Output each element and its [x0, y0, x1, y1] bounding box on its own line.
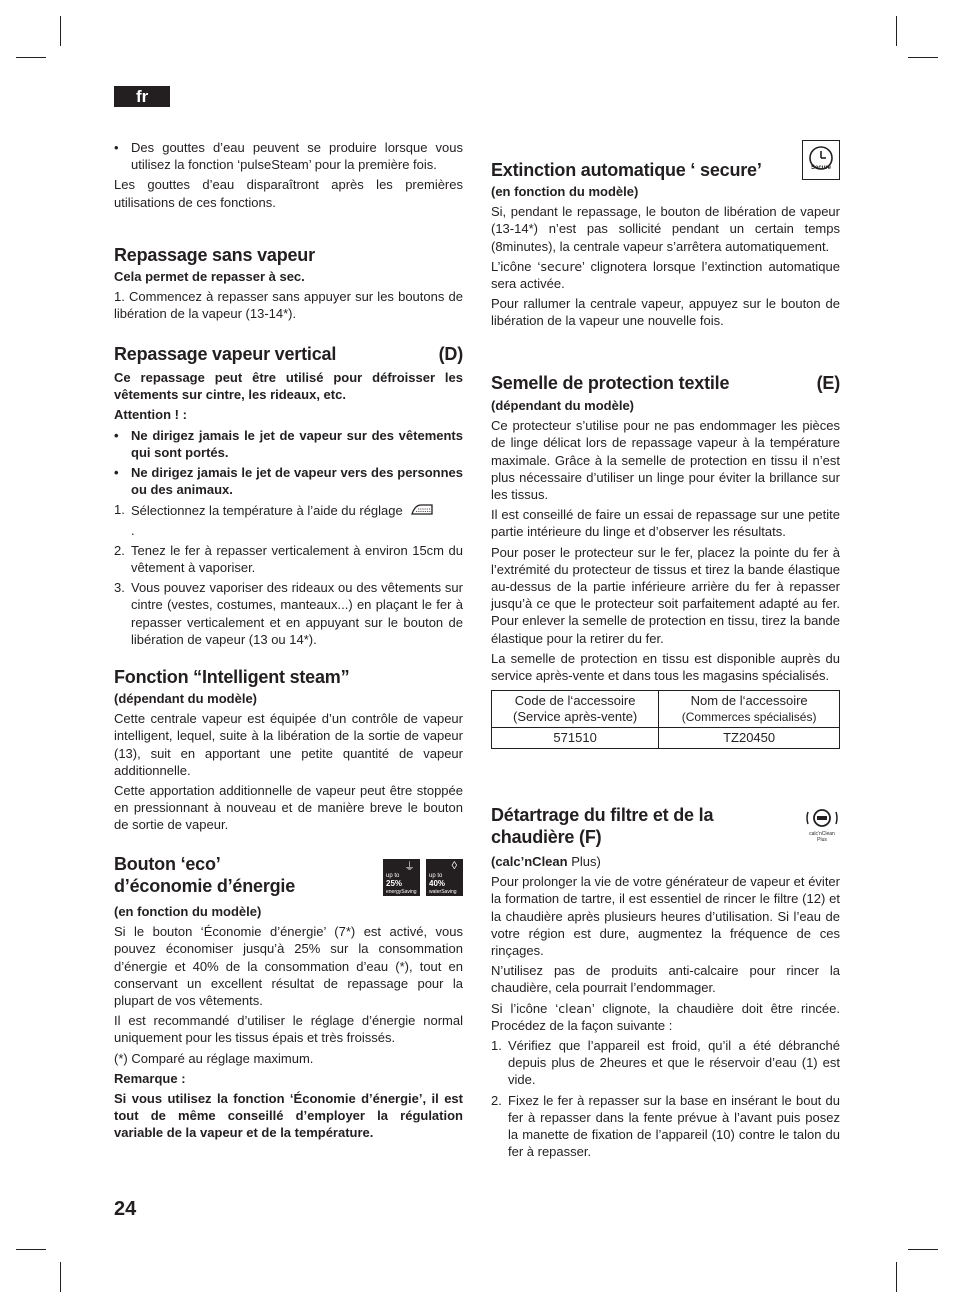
crop-mark: [60, 16, 61, 46]
section-paragraph: Pour rallumer la centrale vapeur, appuyez sur le bouton de libération de la vapeur une nouvelle fois.: [491, 296, 840, 329]
section-title: Fonction “Intelligent steam”: [114, 667, 350, 687]
step-text: Vous pouvez vaporiser des rideaux ou des vêtements sur cintre (vestes, costumes, manteaux...) en plaçant le fer à repasser verticalement et en appuyant sur le bouton de libération de vapeur (13 ou 14*).: [131, 580, 463, 647]
crop-mark: [908, 1249, 938, 1250]
crop-mark: [908, 57, 938, 58]
secure-clock-icon: [802, 140, 840, 180]
icon-label: waterSaving: [429, 889, 457, 895]
clean-word: clean: [558, 1000, 592, 1016]
icon-top-text: up to: [386, 873, 400, 879]
attention-label: Attention ! :: [114, 407, 187, 423]
section-auto-off: [491, 140, 840, 333]
step-number: 1.: [114, 502, 125, 518]
icon-value: 40%: [429, 879, 446, 888]
remark-text: Si vous utilisez la fonction ‘Économie d’énergie’, il est tout de même conseillé d’employer la régulation variable de la vapeur et de la température.: [114, 1091, 463, 1141]
intro-bullet: • Des gouttes d’eau peuvent se produire lorsque vous utilisez la fonction ‘pulseSteam’ pour la première fois.: [114, 139, 463, 173]
step-item: [114, 579, 463, 648]
section-paragraph: [491, 258, 840, 292]
section-subtitle: (dépendant du modèle): [491, 398, 634, 413]
section-subtitle: Ce repassage peut être utilisé pour défroisser les vêtements sur cintre, les rideaux, etc.: [114, 370, 463, 403]
icon-top-text: up to: [429, 873, 443, 879]
table-header-cell: Code de l‘accessoire (Service après-vente): [492, 691, 659, 728]
section-paragraph: Pour prolonger la vie de votre générateur de vapeur et éviter la formation de tartre, il est essentiel de rincer le filtre (12) et la chaudière après plusieurs heures d’utilisation. Si l’eau de votre région est dure, augmentez la fréquence de ces rinçages.: [491, 874, 840, 959]
section-textile-sole: [491, 372, 840, 749]
intro-block: [114, 139, 463, 214]
plug-icon: ⏚: [404, 861, 415, 873]
section-subtitle: (calc’nClean Plus): [491, 854, 601, 869]
step-item: [491, 1092, 840, 1161]
temperature-dial-icon: [410, 501, 434, 521]
step-text: Tenez le fer à repasser verticalement à environ 15cm du vêtement à vaporiser.: [131, 542, 463, 576]
step-item: [114, 501, 463, 538]
section-subtitle: (en fonction du modèle): [114, 904, 262, 919]
table-cell: 571510: [492, 728, 659, 749]
step-item: [491, 1037, 840, 1089]
accessory-table: [491, 690, 840, 749]
text-part: Si l’icône ‘: [491, 1000, 559, 1016]
section-paragraph: La semelle de protection en tissu est disponible auprès du service après-vente et dans tous les magasins spécialisés.: [491, 650, 840, 684]
calcnclean-icon: [804, 806, 840, 846]
section-paragraph: Si le bouton ‘Économie d’énergie’ (7*) est activé, vous pouvez économiser jusqu’à 25% sur la consommation d’énergie et 40% de la consommation d’eau (*), tout en conservant un excellent résultat de repassage pour la plupart de vos vêtements.: [114, 924, 463, 1009]
step-number: 2.: [491, 1092, 502, 1108]
water-saving-icon: [426, 859, 463, 896]
table-row: [492, 691, 840, 728]
section-title: Repassage sans vapeur: [114, 245, 315, 265]
step-text: Fixez le fer à repasser sur la base en insérant le bout du fer à repasser dans la fente prévue à l’avant puis posez la manette de fixation de l’appareil (10) contre le talon du fer à repasser.: [508, 1092, 840, 1160]
section-paragraph: Cette apportation additionnelle de vapeur peut être stoppée en pressionnant à nouveau et de manière breve le bouton de sortie de vapeur.: [114, 783, 463, 833]
step-text: Vérifiez que l’appareil est froid, qu’il a été débranché depuis plus de 2heures et que le réservoir d’eau (1) est vide.: [508, 1038, 840, 1088]
icon-value: 25%: [386, 879, 403, 888]
crop-mark: [60, 1262, 61, 1292]
icon-label: Secure: [810, 164, 831, 171]
table-row: [492, 728, 840, 749]
section-title: Extinction automatique ‘ secure’: [491, 160, 762, 180]
section-subtitle: (en fonction du modèle): [491, 184, 639, 199]
table-cell: TZ20450: [659, 728, 840, 749]
remark-label: Remarque :: [114, 1070, 186, 1086]
table-header-cell: Nom de l‘accessoire (Commerces spécialisés): [659, 691, 840, 728]
section-paragraph: (*) Comparé au réglage maximum.: [114, 1050, 314, 1066]
section-text: 1. Commencez à repasser sans appuyer sur les boutons de libération de la vapeur (13-14*).: [114, 289, 463, 322]
section-tag: (D): [438, 344, 463, 364]
section-title: Repassage vapeur vertical: [114, 344, 337, 364]
crop-mark: [16, 1249, 46, 1250]
section-paragraph: Il est conseillé de faire un essai de repassage sur une petite partie intérieure du linge et d’observer les résultats.: [491, 507, 840, 540]
text-part: L’icône ‘: [491, 258, 541, 274]
section-title-line2: d’économie d’énergie: [114, 876, 296, 896]
section-subtitle: (dépendant du modèle): [114, 691, 257, 706]
step-number: 1.: [491, 1038, 502, 1054]
icon-label: energySaving: [386, 889, 417, 895]
warning-bullet: • Ne dirigez jamais le jet de vapeur sur des vêtements qui sont portés.: [114, 427, 463, 461]
section-vertical-steam: [114, 343, 463, 651]
step-text: Sélectionnez la température à l’aide du réglage: [131, 503, 403, 519]
page-number: 24: [114, 1198, 137, 1220]
crop-mark: [896, 1262, 897, 1292]
section-title: Semelle de protection textile: [491, 373, 730, 393]
section-paragraph: Cette centrale vapeur est équipée d’un contrôle de vapeur intelligent, lequel, suite à la libération de la sortie de vapeur (13), suit en apportant une petite quantité de vapeur additionnelle.: [114, 711, 463, 778]
step-number: 3.: [114, 580, 125, 596]
language-tab: fr: [114, 86, 170, 107]
section-title-line1: Bouton ‘eco’: [114, 854, 221, 874]
warning-bullet: • Ne dirigez jamais le jet de vapeur vers des personnes ou des animaux.: [114, 464, 463, 498]
section-paragraph: [491, 1000, 840, 1034]
section-paragraph: N’utilisez pas de produits anti-calcaire pour rincer la chaudière, cela pourrait l’endommager.: [491, 963, 840, 996]
section-tag: (E): [816, 373, 840, 393]
icon-label: calc'nClean Plus: [809, 831, 835, 843]
section-intelligent-steam: [114, 666, 463, 837]
text-part: ’ clignotera lorsque l’extinction automatique sera activée.: [491, 258, 840, 292]
section-subtitle: Cela permet de repasser à sec.: [114, 269, 305, 284]
step-item: [114, 542, 463, 576]
secure-word: secure: [540, 258, 583, 274]
section-paragraph: Il est recommandé d’utiliser le réglage d’énergie normal uniquement pour les tissus épais et très froissés.: [114, 1013, 463, 1046]
section-paragraph: Ce protecteur s’utilise pour ne pas endommager les pièces de linge délicat lors de repassage vapeur à la température maximale. Grâce à la semelle de protection en tissu il n’est plus nécessaire d’utiliser un linge pour éviter la brillance sur les tissus.: [491, 418, 840, 503]
section-dry-ironing: [114, 244, 463, 326]
section-descaling: [491, 804, 840, 1163]
energy-saving-icon: [383, 859, 420, 896]
section-paragraph: Pour poser le protecteur sur le fer, placez la pointe du fer à l’extrémité du protecteur de tissus et tirez la bande élastique au-dessus de la partie inférieure arrière du fer à repasser jusqu’à ce que le protecteur soit parfaitement adapté au fer. Pour enlever la semelle de protection en tissu, tirez la bande élastique pour la retirer du fer.: [491, 544, 840, 646]
section-title-line1: Détartrage du filtre et de la: [491, 805, 714, 825]
section-eco-button: [114, 853, 463, 1145]
crop-mark: [896, 16, 897, 46]
water-drop-icon: ◊: [451, 860, 457, 872]
crop-mark: [16, 57, 46, 58]
text-part: ’ clignote, la chaudière doit être rincée. Procédez de la façon suivante :: [491, 1000, 840, 1033]
intro-text: Les gouttes d’eau disparaîtront après les premières utilisations de ces fonctions.: [114, 177, 463, 210]
step-text-tail: .: [131, 522, 135, 538]
section-paragraph: Si, pendant le repassage, le bouton de libération de vapeur (13-14*) n’est pas sollicité pendant un certain temps (8minutes), la centrale vapeur s’arrêtera automatiquement.: [491, 204, 840, 254]
section-title-line2: chaudière (F): [491, 827, 602, 847]
step-number: 2.: [114, 542, 125, 558]
